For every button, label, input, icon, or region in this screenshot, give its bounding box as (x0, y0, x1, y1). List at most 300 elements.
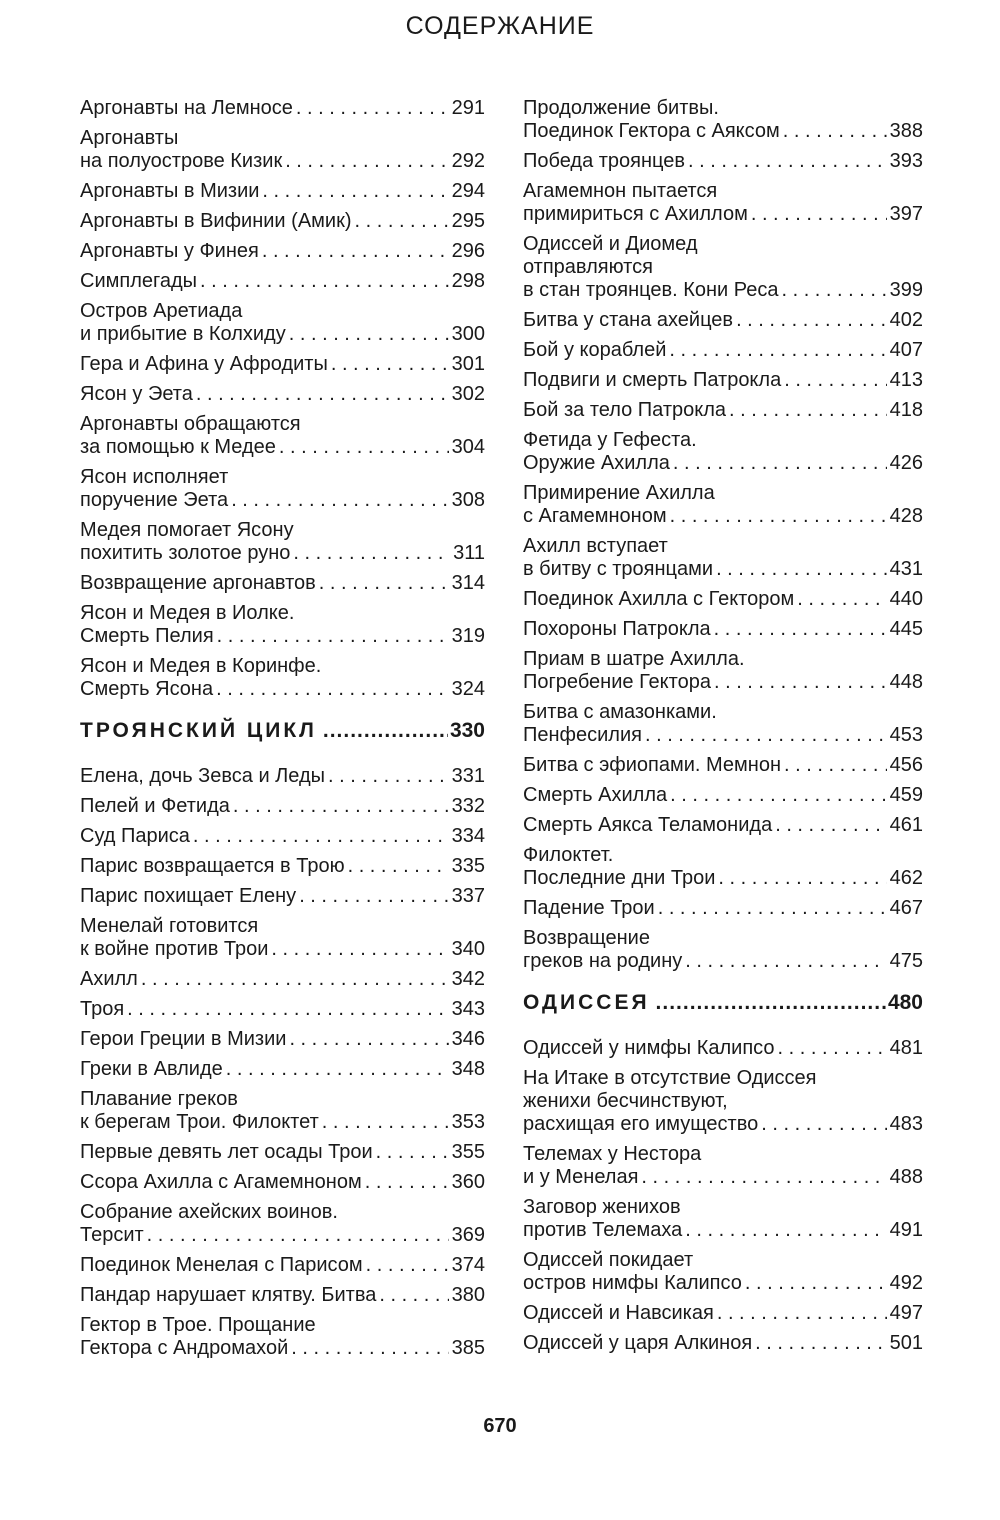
toc-entry-title: Одиссей у нимфы Калипсо (523, 1037, 775, 1059)
toc-entry-line (523, 120, 923, 143)
toc-entry-line (80, 1141, 485, 1164)
toc-entry-page: 374 (451, 1254, 485, 1276)
toc-entry-line (80, 1284, 485, 1307)
toc-entry-title: Аргонавты в Вифинии (Амик) (80, 210, 352, 232)
leader-dots (778, 1037, 887, 1060)
toc-entry-line (80, 1254, 485, 1277)
leader-dots (279, 436, 449, 459)
toc-entry-page: 402 (889, 309, 923, 331)
toc-entry[interactable] (80, 602, 485, 648)
toc-entry-title: Гера и Афина у Афродиты (80, 353, 328, 375)
toc-entry-title: Ссора Ахилла с Агамемноном (80, 1171, 362, 1193)
toc-entry-title: примириться с Ахиллом (523, 203, 748, 225)
toc-entry-page: 467 (889, 897, 923, 919)
leader-dots (376, 1141, 449, 1164)
toc-entry-title-line: Продолжение битвы. (523, 97, 719, 119)
toc-entry-line (523, 618, 923, 641)
toc-entry-page: 431 (889, 558, 923, 580)
leader-dots (285, 150, 448, 173)
leader-dots (784, 369, 886, 392)
leader-dots (226, 1058, 449, 1081)
toc-entry-line (523, 558, 923, 581)
toc-entry-title: Одиссей и Навсикая (523, 1302, 714, 1324)
toc-entry-title: Пандар нарушает клятву. Битва (80, 1284, 377, 1306)
leader-dots (233, 795, 449, 818)
toc-entry[interactable] (80, 383, 485, 406)
toc-entry-line (523, 369, 923, 392)
toc-entry-page: 346 (451, 1028, 485, 1050)
toc-entry[interactable] (80, 655, 485, 701)
toc-entry-line (80, 998, 485, 1021)
toc-entry[interactable] (523, 429, 923, 475)
toc-entry-line (523, 279, 923, 302)
toc-entry-title: и у Менелая (523, 1166, 639, 1188)
toc-entry-line (523, 950, 923, 973)
toc-entry-title: Елена, дочь Зевса и Леды (80, 765, 326, 787)
leader-dots (216, 678, 449, 701)
toc-entry-page: 456 (889, 754, 923, 776)
toc-entry-page: 481 (889, 1037, 923, 1059)
toc-entry-line (523, 754, 923, 777)
leader-dots (783, 120, 887, 143)
toc-entry[interactable] (523, 180, 923, 226)
toc-entry[interactable] (80, 240, 485, 263)
toc-entry-title: Поединок Менелая с Парисом (80, 1254, 363, 1276)
toc-entry-page: 483 (889, 1113, 923, 1135)
toc-entry-title: Аргонавты в Мизии (80, 180, 260, 202)
toc-entry-line (523, 339, 923, 362)
toc-entry-line (80, 1171, 485, 1194)
toc-entry-title: расхищая его имущество (523, 1113, 759, 1135)
toc-entry-line (80, 885, 485, 908)
toc-entry-line (523, 452, 923, 475)
leader-dots (673, 452, 887, 475)
toc-entry-title: Битва у стана ахейцев (523, 309, 734, 331)
toc-entry-title: в стан троянцев. Кони Реса (523, 279, 779, 301)
toc-entry-title: похитить золотое руно (80, 542, 291, 564)
toc-entry[interactable] (80, 1284, 485, 1307)
toc-entry-title: Первые девять лет осады Трои (80, 1141, 373, 1163)
toc-entry[interactable] (80, 885, 485, 908)
toc-entry-title-line: Менелай готовится (80, 915, 259, 937)
toc-entry-page: 407 (889, 339, 923, 361)
toc-entry-page: 324 (451, 678, 485, 700)
leader-dots (322, 1111, 449, 1134)
toc-entry-title-line: Возвращение (523, 927, 650, 949)
leader-dots (147, 1224, 449, 1247)
toc-entry-page: 462 (889, 867, 923, 889)
section-page: 330 (449, 719, 485, 742)
toc-entry-page: 360 (451, 1171, 485, 1193)
toc-entry-title: Аргонавты у Финея (80, 240, 259, 262)
toc-entry-title: Герои Греции в Мизии (80, 1028, 287, 1050)
toc-entry-title: Смерть Аякса Теламонида (523, 814, 773, 836)
leader-dots (751, 203, 887, 226)
leader-dots (745, 1272, 887, 1295)
toc-entry-page: 311 (453, 542, 485, 564)
toc-entry[interactable] (523, 701, 923, 747)
toc-entry[interactable] (523, 784, 923, 807)
toc-entry-title: Ясон у Эета (80, 383, 193, 405)
toc-entry-title-line: Собрание ахейских воинов. (80, 1201, 338, 1223)
toc-entry-page: 294 (451, 180, 485, 202)
toc-entry[interactable] (80, 1141, 485, 1164)
toc-entry-line (523, 309, 923, 332)
toc-entry-title: Смерть Ахилла (523, 784, 668, 806)
toc-entry-page: 448 (889, 671, 923, 693)
toc-entry-title: Терсит (80, 1224, 144, 1246)
toc-entry-page: 308 (451, 489, 485, 511)
toc-entry-page: 355 (451, 1141, 485, 1163)
toc-entry-page: 304 (451, 436, 485, 458)
leader-dots (348, 855, 449, 878)
toc-entry-line (80, 489, 485, 512)
toc-entry-title: Последние дни Трои (523, 867, 716, 889)
toc-entry-title: Ахилл (80, 968, 138, 990)
toc-entry[interactable] (80, 825, 485, 848)
toc-entry[interactable] (80, 353, 485, 376)
toc-entry[interactable] (80, 127, 485, 173)
toc-entry-title-line: Фетида у Гефеста. (523, 429, 697, 451)
toc-entry-page: 301 (451, 353, 485, 375)
toc-entry[interactable] (523, 618, 923, 641)
toc-entry-page: 296 (451, 240, 485, 262)
toc-entry[interactable] (523, 482, 923, 528)
toc-entry-title: Одиссей у царя Алкиноя (523, 1332, 753, 1354)
toc-entry-title: Парис похищает Елену (80, 885, 297, 907)
toc-entry-line (523, 1302, 923, 1325)
leader-dots (670, 784, 887, 807)
leader-dots (289, 1028, 448, 1051)
toc-entry-title: Битва с эфиопами. Мемнон (523, 754, 782, 776)
toc-entry-page: 385 (451, 1337, 485, 1359)
toc-entry-page: 295 (451, 210, 485, 232)
toc-entry[interactable] (80, 795, 485, 818)
toc-entry-title: Симплегады (80, 270, 198, 292)
toc-entry[interactable] (80, 413, 485, 459)
leader-dots (289, 323, 449, 346)
toc-entry-title-line: Ясон и Медея в Иолке. (80, 602, 295, 624)
toc-entry[interactable] (80, 519, 485, 565)
toc-entry[interactable] (523, 399, 923, 422)
toc-entry[interactable] (523, 588, 923, 611)
toc-entry-line (80, 625, 485, 648)
toc-entry[interactable] (80, 1201, 485, 1247)
leader-dots (196, 383, 449, 406)
toc-entry-line (80, 180, 485, 203)
toc-entry-title: Греки в Авлиде (80, 1058, 223, 1080)
toc-entry[interactable] (80, 1171, 485, 1194)
toc-entry-line (80, 270, 485, 293)
toc-entry[interactable] (80, 210, 485, 233)
leader-dots (714, 618, 887, 641)
toc-entry-line (80, 353, 485, 376)
toc-entry[interactable] (80, 968, 485, 991)
toc-entry-title: Бой у кораблей (523, 339, 667, 361)
toc-entry-line (523, 150, 923, 173)
leader-dots (729, 399, 887, 422)
section-title: ОДИССЕЯ (523, 991, 650, 1014)
toc-entry[interactable] (80, 1028, 485, 1051)
leader-dots (271, 938, 448, 961)
toc-entry-line (523, 1332, 923, 1355)
toc-entry[interactable] (523, 897, 923, 920)
toc-entry-page: 342 (451, 968, 485, 990)
toc-entry[interactable] (80, 1058, 485, 1081)
toc-entry-line (523, 867, 923, 890)
toc-entry-line (80, 572, 485, 595)
toc-entry-line (80, 542, 485, 565)
leader-dots (366, 1254, 449, 1277)
toc-entry-title-line: женихи бесчинствуют, (523, 1090, 728, 1112)
leader-dots (354, 210, 448, 233)
toc-entry-page: 393 (889, 150, 923, 172)
toc-entry[interactable] (523, 844, 923, 890)
toc-entry-title: к берегам Трои. Филоктет (80, 1111, 319, 1133)
toc-entry-line (80, 938, 485, 961)
toc-entry[interactable] (80, 300, 485, 346)
leader-dots (717, 1302, 887, 1325)
toc-entry-line (80, 825, 485, 848)
toc-entry-line (80, 210, 485, 233)
toc-entry[interactable] (523, 150, 923, 173)
toc-entry[interactable] (80, 466, 485, 512)
toc-entry-title: Парис возвращается в Трою (80, 855, 345, 877)
toc-entry-line (80, 678, 485, 701)
toc-entry-title: Падение Трои (523, 897, 655, 919)
toc-entry-page: 298 (451, 270, 485, 292)
toc-entry[interactable] (523, 233, 923, 302)
toc-entry-line (80, 97, 485, 120)
toc-entry-page: 332 (451, 795, 485, 817)
toc-entry-title-line: Аргонавты обращаются (80, 413, 301, 435)
toc-entry-page: 491 (889, 1219, 923, 1241)
toc-entry-page: 413 (889, 369, 923, 391)
toc-entry[interactable] (80, 1088, 485, 1134)
leader-dots (670, 505, 887, 528)
toc-entry-title: Подвиги и смерть Патрокла (523, 369, 782, 391)
toc-entry-line (523, 724, 923, 747)
toc-entry-title-line: Плавание греков (80, 1088, 238, 1110)
leader-dots (323, 719, 448, 743)
leader-dots (688, 150, 887, 173)
toc-entry-line (523, 505, 923, 528)
toc-entry[interactable] (80, 915, 485, 961)
leader-dots (784, 754, 887, 777)
toc-entry-page: 497 (889, 1302, 923, 1324)
leader-dots (319, 572, 449, 595)
toc-entry-title: Пенфесилия (523, 724, 642, 746)
toc-entry-page: 314 (451, 572, 485, 594)
toc-entry-page: 399 (889, 279, 923, 301)
toc-entry-page: 440 (889, 588, 923, 610)
toc-entry-line (523, 671, 923, 694)
toc-entry[interactable] (80, 572, 485, 595)
toc-entry[interactable] (523, 97, 923, 143)
leader-dots (262, 240, 449, 263)
toc-entry-title-line: Агамемнон пытается (523, 180, 718, 202)
toc-entry-title: Смерть Ясона (80, 678, 214, 700)
toc-entry-title-line: Филоктет. (523, 844, 614, 866)
toc-entry-line (80, 855, 485, 878)
section-heading (80, 719, 485, 743)
leader-dots (641, 1166, 886, 1189)
toc-entry-line (523, 1219, 923, 1242)
toc-entry-title: с Агамемноном (523, 505, 667, 527)
toc-entry-title: Похороны Патрокла (523, 618, 711, 640)
toc-entry-title: Смерть Пелия (80, 625, 214, 647)
leader-dots (714, 671, 887, 694)
toc-entry-line (80, 1337, 485, 1360)
toc-entry[interactable] (523, 927, 923, 973)
leader-dots (656, 991, 886, 1015)
toc-entry-page: 428 (889, 505, 923, 527)
toc-entry-title-line: Одиссей и Диомед (523, 233, 698, 255)
leader-dots (296, 97, 449, 120)
toc-entry[interactable] (80, 1254, 485, 1277)
toc-entry-title: Возвращение аргонавтов (80, 572, 316, 594)
toc-entry-page: 426 (889, 452, 923, 474)
toc-entry-page: 348 (451, 1058, 485, 1080)
toc-entry-title: остров нимфы Калипсо (523, 1272, 742, 1294)
toc-entry-title: за помощью к Медее (80, 436, 276, 458)
leader-dots (365, 1171, 449, 1194)
toc-entry-page: 292 (451, 150, 485, 172)
leader-dots (761, 1113, 886, 1136)
toc-entry-title: и прибытие в Колхиду (80, 323, 286, 345)
toc-entry[interactable] (523, 339, 923, 362)
leader-dots (685, 1219, 886, 1242)
leader-dots (141, 968, 449, 991)
toc-entry-title: Аргонавты на Лемносе (80, 97, 293, 119)
toc-entry[interactable] (523, 1249, 923, 1295)
toc-entry-line (523, 1037, 923, 1060)
toc-right-column (523, 97, 923, 1362)
leader-dots (755, 1332, 886, 1355)
leader-dots (797, 588, 886, 611)
toc-entry-title: против Телемаха (523, 1219, 683, 1241)
toc-entry-line (80, 150, 485, 173)
toc-entry-page: 488 (889, 1166, 923, 1188)
leader-dots (736, 309, 887, 332)
toc-entry-title: на полуострове Кизик (80, 150, 283, 172)
toc-entry-title-line: Гектор в Трое. Прощание (80, 1314, 316, 1336)
toc-entry-title: греков на родину (523, 950, 683, 972)
toc-entry[interactable] (523, 309, 923, 332)
toc-entry[interactable] (80, 855, 485, 878)
toc-entry-title: Гектора с Андромахой (80, 1337, 289, 1359)
leader-dots (127, 998, 448, 1021)
toc-entry-title-line: Приам в шатре Ахилла. (523, 648, 745, 670)
toc-entry-title: Троя (80, 998, 125, 1020)
toc-entry[interactable] (80, 97, 485, 120)
toc-entry-line (80, 383, 485, 406)
toc-entry-line (80, 1028, 485, 1051)
toc-entry-title: Суд Париса (80, 825, 190, 847)
leader-dots (658, 897, 887, 920)
toc-entry-title: Бой за тело Патрокла (523, 399, 727, 421)
leader-dots (645, 724, 887, 747)
toc-entry-title-line: Телемах у Нестора (523, 1143, 702, 1165)
leader-dots (669, 339, 886, 362)
toc-entry-line (80, 1058, 485, 1081)
leader-dots (685, 950, 886, 973)
toc-entry-title: в битву с троянцами (523, 558, 714, 580)
toc-entry-page: 319 (451, 625, 485, 647)
toc-entry[interactable] (523, 1037, 923, 1060)
toc-entry[interactable] (80, 270, 485, 293)
toc-entry[interactable] (523, 1067, 923, 1136)
toc-entry-page: 334 (451, 825, 485, 847)
toc-entry-page: 501 (889, 1332, 923, 1354)
toc-entry[interactable] (523, 814, 923, 837)
toc-entry-line (523, 1113, 923, 1136)
toc-entry-title-line: отправляются (523, 256, 653, 278)
toc-entry-title-line: Заговор женихов (523, 1196, 681, 1218)
toc-entry[interactable] (80, 765, 485, 788)
toc-entry-page: 453 (889, 724, 923, 746)
toc-entry-line (80, 765, 485, 788)
toc-entry-page: 459 (889, 784, 923, 806)
toc-entry-line (523, 1272, 923, 1295)
leader-dots (379, 1284, 448, 1307)
toc-entry[interactable] (523, 648, 923, 694)
leader-dots (293, 542, 450, 565)
leader-dots (291, 1337, 448, 1360)
leader-dots (775, 814, 886, 837)
toc-entry[interactable] (523, 1332, 923, 1355)
toc-entry[interactable] (523, 754, 923, 777)
toc-entry-page: 291 (451, 97, 485, 119)
toc-entry-title-line: Ясон исполняет (80, 466, 229, 488)
toc-entry[interactable] (523, 1302, 923, 1325)
leader-dots (299, 885, 448, 908)
toc-entry[interactable] (80, 180, 485, 203)
toc-entry-title: Победа троянцев (523, 150, 686, 172)
toc-entry-title-line: Битва с амазонками. (523, 701, 717, 723)
toc-entry-page: 337 (451, 885, 485, 907)
toc-entry-page: 388 (889, 120, 923, 142)
toc-entry-title: поручение Эета (80, 489, 229, 511)
toc-entry-page: 353 (451, 1111, 485, 1133)
toc-entry-page: 300 (451, 323, 485, 345)
toc-entry-page: 397 (889, 203, 923, 225)
toc-entry-line (523, 588, 923, 611)
toc-entry-title-line: Ахилл вступает (523, 535, 668, 557)
toc-entry-title: к войне против Трои (80, 938, 269, 960)
toc-entry[interactable] (523, 1196, 923, 1242)
toc-entry[interactable] (523, 369, 923, 392)
leader-dots (231, 489, 448, 512)
toc-entry-page: 335 (451, 855, 485, 877)
toc-entry-title-line: Медея помогает Ясону (80, 519, 294, 541)
toc-entry-title-line: Примирение Ахилла (523, 482, 715, 504)
toc-entry-line (523, 203, 923, 226)
toc-entry-line (523, 399, 923, 422)
toc-entry-page: 380 (451, 1284, 485, 1306)
toc-entry-page: 340 (451, 938, 485, 960)
toc-entry[interactable] (80, 1314, 485, 1360)
toc-entry-title: Оружие Ахилла (523, 452, 670, 474)
leader-dots (716, 558, 887, 581)
toc-entry[interactable] (80, 998, 485, 1021)
toc-left-column (80, 97, 485, 1367)
toc-entry-line (80, 968, 485, 991)
toc-entry[interactable] (523, 1143, 923, 1189)
toc-entry[interactable] (523, 535, 923, 581)
toc-entry-page: 492 (889, 1272, 923, 1294)
toc-entry-line (523, 1166, 923, 1189)
